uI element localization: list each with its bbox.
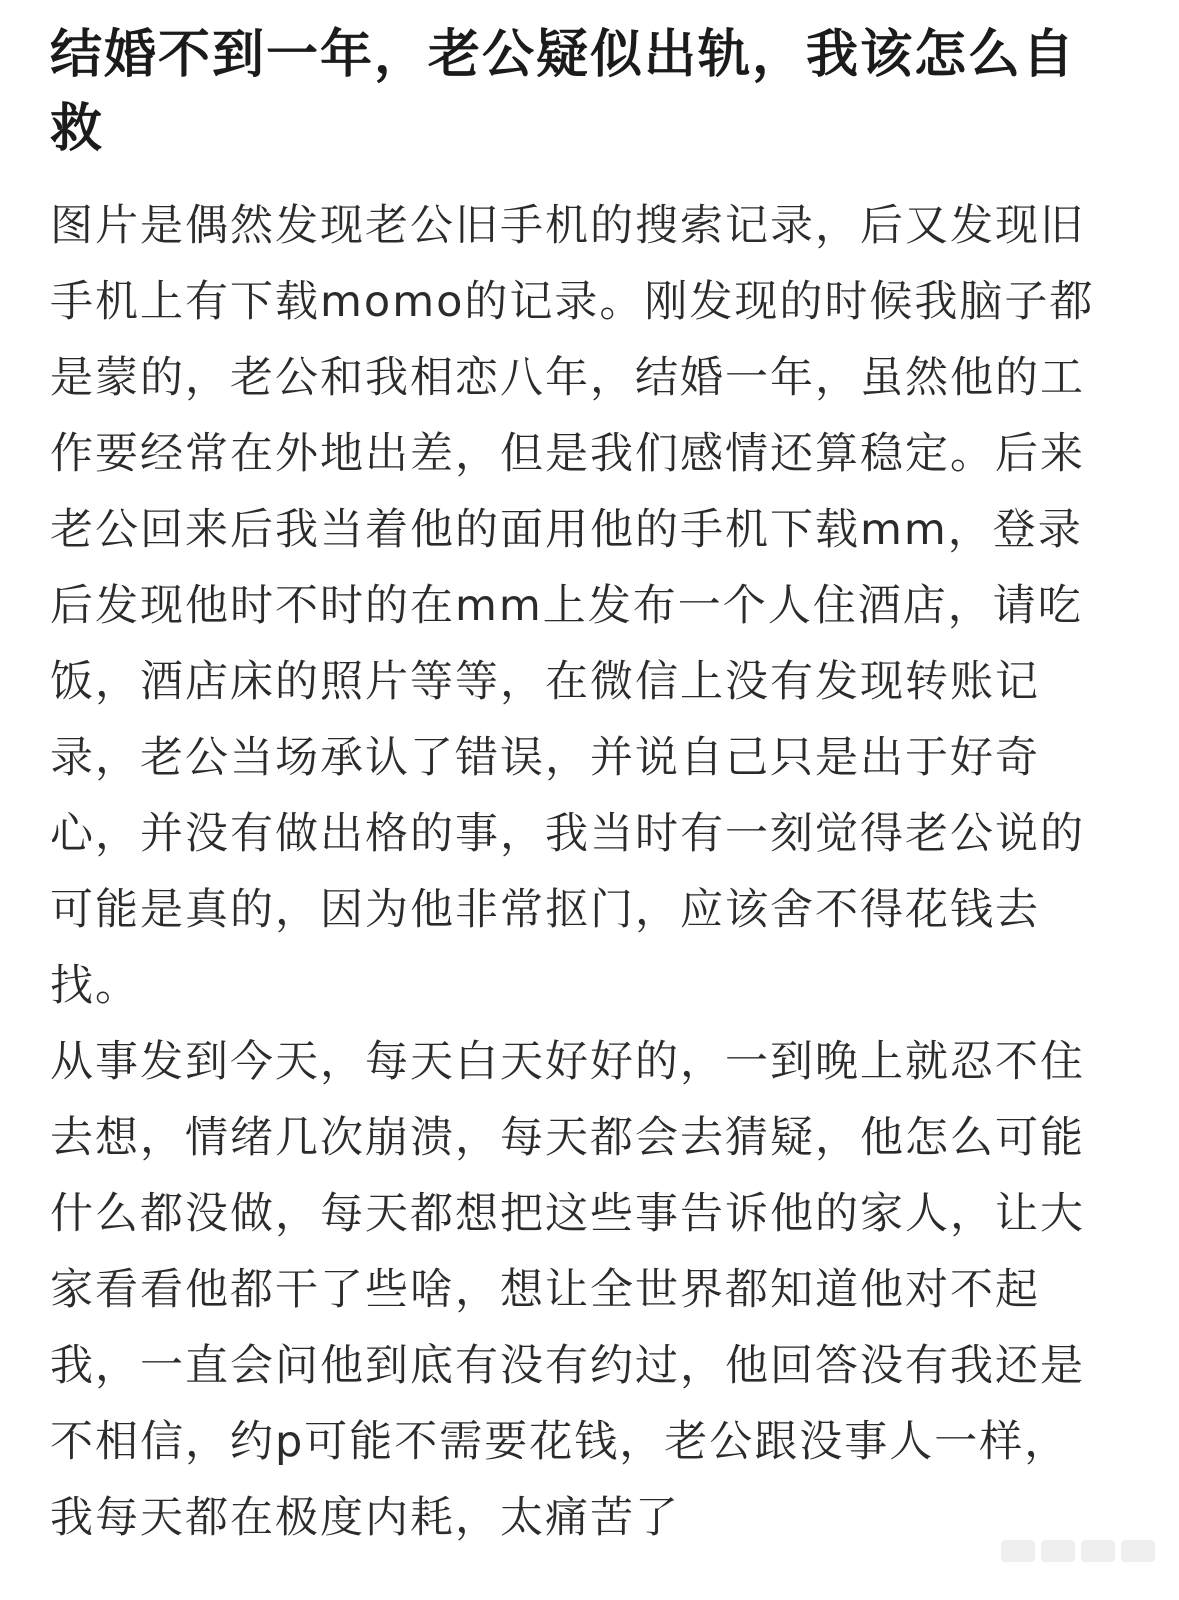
post-body [50,188,1113,1556]
post-paragraph: 从事发到今天，每天白天好好的，一到晚上就忍不住去想，情绪几次崩溃，每天都会去猜疑，他怎么可能什么都没做，每天都想把这些事告诉他的家人，让大家看看他都干了些啥，想让全世界都知道他对不起我，一直会问他到底有没有约过，他回答没有我还是不相信，约p可能不需要花钱，老公跟没事人一样，我每天都在极度内耗，太痛苦了 [50,1037,1085,1543]
watermark-block [1001,1540,1035,1562]
watermark-block [1081,1540,1115,1562]
post-title: 结婚不到一年，老公疑似出轨，我该怎么自救 [50,25,1077,159]
watermark [1001,1536,1155,1566]
post-paragraph: 图片是偶然发现老公旧手机的搜索记录，后又发现旧手机上有下载momo的记录。刚发现的时候我脑子都是蒙的，老公和我相恋八年，结婚一年，虽然他的工作要经常在外地出差，但是我们感情还算稳定。后来老公回来后我当着他的面用他的手机下载mm，登录后发现他时不时的在mm上发布一个人住酒店，请吃饭，酒店床的照片等等，在微信上没有发现转账记录，老公当场承认了错误，并说自己只是出于好奇心，并没有做出格的事，我当时有一刻觉得老公说的可能是真的，因为他非常抠门，应该舍不得花钱去找。 [50,201,1095,1011]
watermark-block [1041,1540,1075,1562]
watermark-block [1121,1540,1155,1562]
